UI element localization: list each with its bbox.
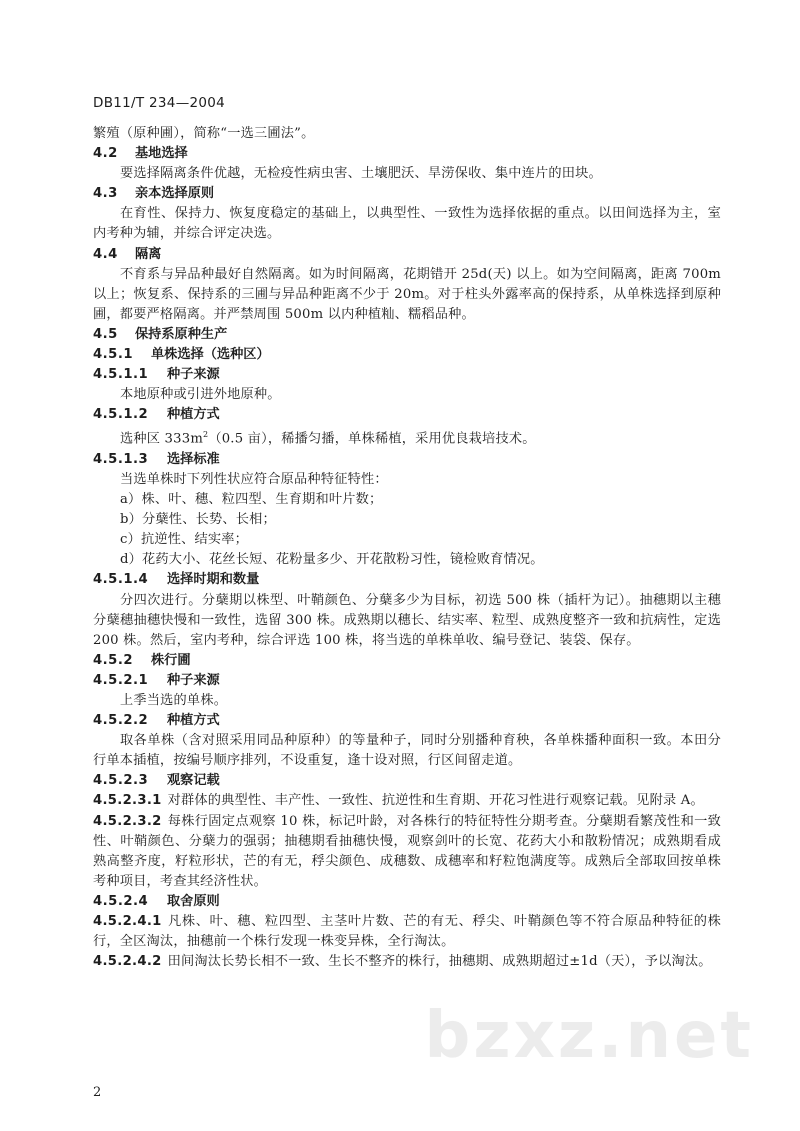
section-4-3-heading: 4.3 亲本选择原则 (93, 186, 215, 202)
section-4-2-text: 要选择隔离条件优越，无检疫性病虫害、土壤肥沃、旱涝保收、集中连片的田块。 (120, 166, 602, 182)
section-4-5-2-3-1: 4.5.2.3.1 对群体的典型性、丰产性、一致性、抗逆性和生育期、开花习性进行观察记载。见附录 A。 (93, 793, 704, 809)
section-4-5-2-4-1: 4.5.2.4.1 凡株、叶、穗、粒四型、主茎叶片数、芒的有无、稃尖、叶鞘颜色等不符合原品种特征的株行，全区淘汰，抽穗前一个株行发现一株变异株，全行淘汰。 (93, 914, 721, 950)
section-4-5-heading: 4.5 保持系原种生产 (93, 326, 228, 342)
section-4-5-2-heading: 4.5.2 株行圃 (93, 652, 191, 668)
document-code: DB11/T 234—2004 (93, 95, 226, 111)
section-4-5-1-1-text: 本地原种或引进外地原种。 (120, 387, 281, 403)
criteria-item: b）分蘖性、长势、长相； (120, 512, 276, 528)
section-4-5-2-1-heading: 4.5.2.1 种子来源 (93, 672, 220, 688)
section-4-4-heading: 4.4 隔离 (93, 246, 162, 262)
watermark: bzxz.net (424, 999, 754, 1073)
criteria-item: d）花药大小、花丝长短、花粉量多少、开花散粉习性，镜检败育情况。 (120, 552, 544, 568)
section-4-5-1-3-text: 当选单株时下列性状应符合原品种特征特性： (120, 471, 388, 487)
section-4-5-2-3-heading: 4.5.2.3 观察记载 (93, 773, 220, 789)
section-4-5-1-3-heading: 4.5.1.3 选择标准 (93, 451, 220, 467)
document-body (93, 124, 721, 972)
section-4-5-1-2-heading: 4.5.1.2 种植方式 (93, 407, 220, 423)
section-4-5-2-2-text: 取各单株（含对照采用同品种原种）的等量种子，同时分别播种育秧，各单株播种面积一致。本田分行单本插植，按编号顺序排列，不设重复，逢十设对照，行区间留走道。 (93, 733, 721, 769)
intro-line: 繁殖（原种圃），简称“一选三圃法”。 (93, 126, 315, 141)
section-4-2-heading: 4.2 基地选择 (93, 146, 188, 162)
section-4-5-1-2-text: 选种区 $333m^2(0.5$ 亩），稀播匀播，单株稀植，采用优良栽培技术。 (120, 430, 536, 447)
section-4-3-text: 在育性、保持力、恢复度稳定的基础上，以典型性、一致性为选择依据的重点。以田间选择为主，室内考种为辅，并综合评定决选。 (93, 206, 721, 242)
section-4-5-1-4-text: 分四次进行。分蘖期以株型、叶鞘颜色、分蘖多少为目标，初选 500 株（插杆为记）。抽穗期以主穗分蘖穗抽穗快慢和一致性，选留 300 株。成熟期以穗长、结实率、粒型、成熟度整齐一致和抗病性，定选 200 株。然后，室内考种，综合评选 100 株，将当选的单株单收、编号登记、装袋、保存。 (93, 592, 721, 648)
criteria-item: a）株、叶、穗、粒四型、生育期和叶片数； (120, 492, 383, 508)
section-4-5-2-3-2: 4.5.2.3.2 每株行固定点观察 10 株，标记叶龄，对各株行的特征特性分期考查。分蘖期看繁茂性和一致性、叶鞘颜色、分蘖力的强弱；抽穗期看抽穗快慢，观察剑叶的长宽、花药大小和散粉情况；成熟期看成熟高整齐度，籽粒形状，芒的有无，稃尖颜色、成穗数、成穗率和籽粒饱满度等。成熟后全部取回按单株考种项目，考查其经济性状。 (93, 813, 721, 889)
section-4-4-text: 不育系与异品种最好自然隔离。如为时间隔离，花期错开 25d(天) 以上。如为空间隔离，距离 700m 以上；恢复系、保持系的三圃与异品种距离不少于 20m。对于柱头外露率高的保持系，从单株选择到原种圃，都要严格隔离。并严禁周围 500m 以内种植籼、糯稻品种。 (93, 266, 721, 322)
section-4-5-2-2-heading: 4.5.2.2 种植方式 (93, 713, 220, 729)
section-4-5-1-1-heading: 4.5.1.1 种子来源 (93, 367, 220, 383)
page-number: 2 (93, 1085, 102, 1100)
criteria-item: c）抗逆性、结实率； (120, 532, 249, 548)
section-4-5-2-4-heading: 4.5.2.4 取舍原则 (93, 893, 220, 909)
section-4-5-1-heading: 4.5.1 单株选择（选种区） (93, 347, 270, 363)
section-4-5-1-4-heading: 4.5.1.4 选择时期和数量 (93, 572, 260, 588)
section-4-5-2-1-text: 上季当选的单株。 (120, 693, 228, 709)
section-4-5-2-4-2: 4.5.2.4.2 田间淘汰长势长相不一致、生长不整齐的株行，抽穗期、成熟期超过±1d（天），予以淘汰。 (93, 954, 712, 970)
